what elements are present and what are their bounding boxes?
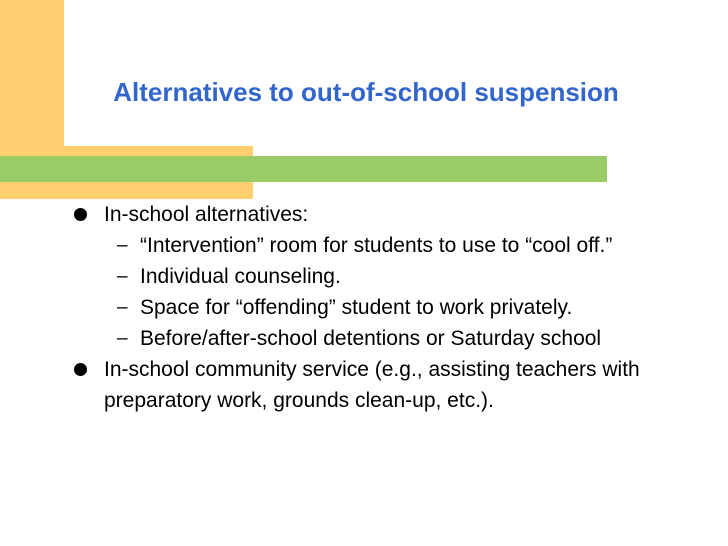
slide-title: Alternatives to out-of-school suspension <box>113 77 619 107</box>
bullet-dot-icon <box>74 363 87 376</box>
sub-bullet-item <box>0 292 700 323</box>
sub-bullet-item <box>0 230 700 261</box>
sub-bullet-text: “Intervention” room for students to use to “cool off.” <box>140 234 613 257</box>
bullet-item <box>0 354 700 416</box>
title-panel <box>64 0 728 146</box>
bullet-list <box>0 199 700 416</box>
dash-icon: – <box>117 266 128 287</box>
dash-icon: – <box>117 328 128 349</box>
sub-bullet-text: Before/after-school detentions or Saturday school <box>140 327 602 350</box>
dash-icon: – <box>117 235 128 256</box>
sub-bullet-item <box>0 261 700 292</box>
bullet-item <box>0 199 700 354</box>
bullet-text: In-school alternatives: <box>104 203 309 226</box>
slide-content <box>0 199 728 546</box>
sub-bullet-item <box>0 323 700 354</box>
bullet-dot-icon <box>74 208 87 221</box>
sub-bullet-text: Individual counseling. <box>140 265 341 288</box>
bullet-text: In-school community service (e.g., assisting teachers with preparatory work, grounds clean-up, etc.). <box>104 358 640 412</box>
sub-bullet-list <box>0 230 700 354</box>
title-bar <box>0 156 607 182</box>
dash-icon: – <box>117 297 128 318</box>
sub-bullet-text: Space for “offending” student to work privately. <box>140 296 573 319</box>
